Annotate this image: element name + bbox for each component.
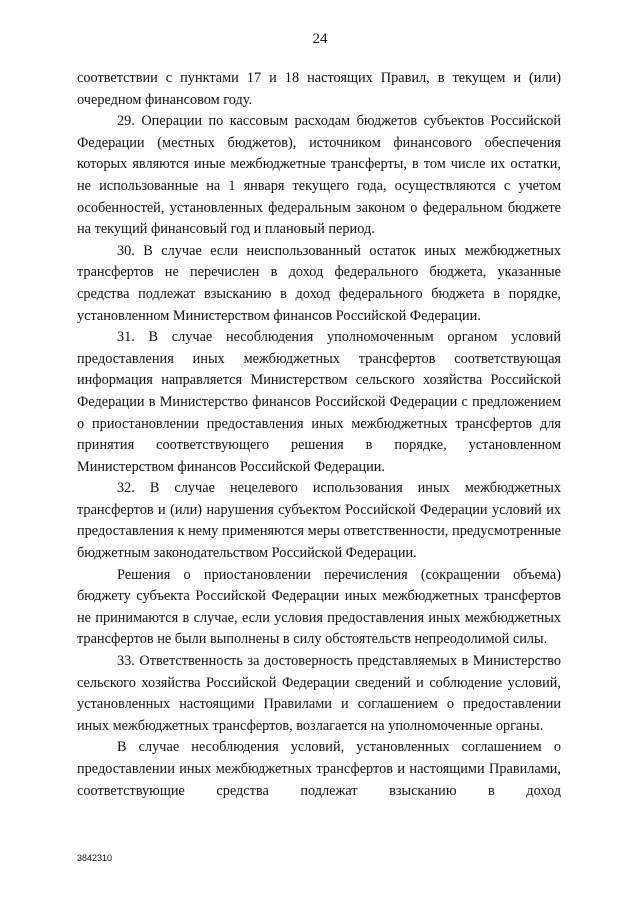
paragraph-33: 33. Ответственность за достоверность представляемых в Министерство сельского хозяйства Российской Федерации сведений и соблюдение условий, установленных настоящими Правилами и соглашением о предоставлении иных межбюджетных трансфертов, возлагается на уполномоченные органы. bbox=[77, 653, 561, 734]
paragraph-continuation: соответствии с пунктами 17 и 18 настоящих Правил, в текущем и (или) очередном финансовом году. bbox=[77, 70, 561, 108]
paragraph-32: 32. В случае нецелевого использования иных межбюджетных трансфертов и (или) нарушения субъектом Российской Федерации условий их предоставления к нему применяются меры ответственности, предусмотренные бюджетным законодательством Российской Федерации. bbox=[77, 480, 561, 562]
document-body bbox=[77, 68, 561, 802]
paragraph-30: 30. В случае если неиспользованный остаток иных межбюджетных трансфертов не перечислен в доход федерального бюджета, указанные средства подлежат взысканию в доход федерального бюджета в порядке, установленном Министерством финансов Российской Федерации. bbox=[77, 242, 561, 324]
document-code: 3842310 bbox=[77, 853, 113, 863]
paragraph-33-noncompliance: В случае несоблюдения условий, установленных соглашением о предоставлении иных межбюджетных трансфертов и настоящими Правилами, соответствующие средства подлежат взысканию в доход bbox=[77, 739, 561, 799]
paragraph-29: 29. Операции по кассовым расходам бюджетов субъектов Российской Федерации (местных бюджетов), источником финансового обеспечения которых являются иные межбюджетные трансферты, в том числе их остатки, не использованные на 1 января текущего года, осуществляются с учетом особенностей, установленных федеральным законом о федеральном бюджете на текущий финансовый год и плановый период. bbox=[77, 113, 561, 238]
page-number: 24 bbox=[312, 31, 328, 47]
paragraph-32-decisions: Решения о приостановлении перечисления (сокращении объема) бюджету субъекта Российской Федерации иных межбюджетных трансфертов не принимаются в случае, если условия предоставления иных межбюджетных трансфертов не были выполнены в силу обстоятельств непреодолимой силы. bbox=[77, 566, 561, 648]
paragraph-31: 31. В случае несоблюдения уполномоченным органом условий предоставления иных межбюджетных трансфертов соответствующая информация направляется Министерством сельского хозяйства Российской Федерации в Министерство финансов Российской Федерации с предложением о приостановлении предоставления иных межбюджетных трансфертов для принятия соответствующего решения в порядке, установленном Министерством финансов Российской Федерации. bbox=[77, 329, 561, 475]
